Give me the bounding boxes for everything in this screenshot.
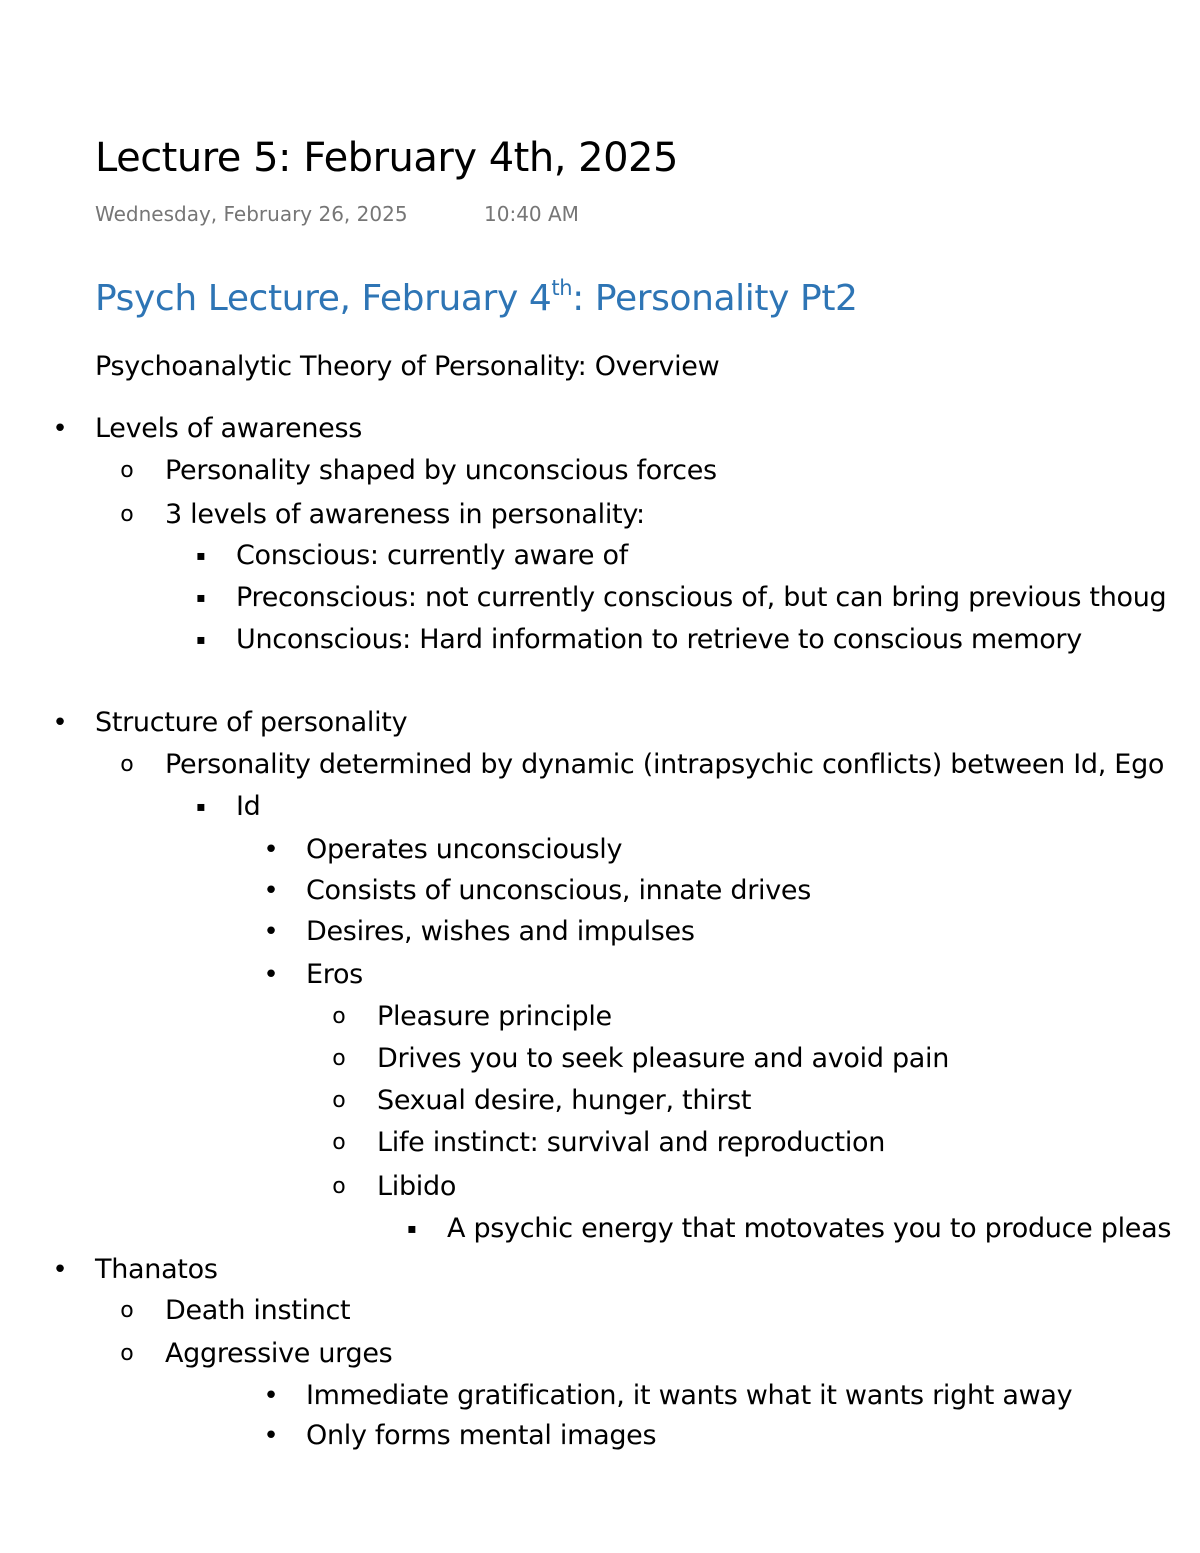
list-item-text: A psychic energy that motovates you to produce pleas [447, 1213, 1172, 1244]
list-item-text: Death instinct [165, 1295, 351, 1326]
bullet-square-icon: ▪ [196, 632, 206, 648]
list-item-text: Eros [306, 959, 363, 990]
list-item-text: Consists of unconscious, innate drives [306, 875, 811, 906]
list-item-text: Only forms mental images [306, 1420, 657, 1451]
bullet-circle-icon: o [120, 458, 134, 483]
bullet-circle-icon: o [120, 1298, 134, 1323]
lecture-heading-text: Psych Lecture, February 4 [95, 278, 552, 319]
list-item-text: Preconscious: not currently conscious of, but can bring previous thoug [236, 582, 1167, 613]
list-item-text: Sexual desire, hunger, thirst [377, 1085, 752, 1116]
bullet-disc-icon: • [263, 876, 279, 906]
list-item-text: Libido [377, 1171, 457, 1202]
bullet-square-icon: ▪ [407, 1221, 417, 1237]
bullet-disc-icon: • [263, 1421, 279, 1451]
bullet-circle-icon: o [332, 1174, 346, 1199]
page-time: 10:40 AM [484, 202, 579, 226]
bullet-circle-icon: o [332, 1088, 346, 1113]
list-item-text: Life instinct: survival and reproduction [377, 1127, 886, 1158]
list-item-text: Conscious: currently aware of [236, 540, 628, 571]
section-subheading: Psychoanalytic Theory of Personality: Overview [95, 351, 720, 382]
lecture-heading-ordinal: th [551, 276, 573, 300]
list-item-text: Levels of awareness [95, 413, 362, 444]
bullet-circle-icon: o [120, 502, 134, 527]
bullet-disc-icon: • [52, 414, 68, 444]
list-item-text: Aggressive urges [165, 1338, 393, 1369]
bullet-circle-icon: o [332, 1004, 346, 1029]
bullet-circle-icon: o [332, 1130, 346, 1155]
bullet-disc-icon: • [263, 835, 279, 865]
bullet-disc-icon: • [52, 708, 68, 738]
list-item-text: Id [236, 791, 261, 822]
list-item-text: Structure of personality [95, 707, 408, 738]
list-item-text: Personality shaped by unconscious forces [165, 455, 717, 486]
list-item-text: Desires, wishes and impulses [306, 916, 695, 947]
list-item-text: Drives you to seek pleasure and avoid pain [377, 1043, 950, 1074]
bullet-disc-icon: • [263, 960, 279, 990]
bullet-circle-icon: o [332, 1046, 346, 1071]
list-item-text: Pleasure principle [377, 1001, 612, 1032]
list-item-text: Thanatos [95, 1254, 218, 1285]
page-title: Lecture 5: February 4th, 2025 [95, 135, 678, 181]
list-item-text: Personality determined by dynamic (intrapsychic conflicts) between Id, Ego [165, 749, 1165, 780]
bullet-disc-icon: • [263, 1381, 279, 1411]
lecture-heading-topic: : Personality Pt2 [572, 278, 858, 319]
bullet-square-icon: ▪ [196, 590, 206, 606]
list-item-text: 3 levels of awareness in personality: [165, 499, 645, 530]
bullet-circle-icon: o [120, 752, 134, 777]
bullet-square-icon: ▪ [196, 548, 206, 564]
bullet-disc-icon: • [52, 1255, 68, 1285]
bullet-square-icon: ▪ [196, 799, 206, 815]
bullet-circle-icon: o [120, 1341, 134, 1366]
list-item-text: Immediate gratification, it wants what it wants right away [306, 1380, 1073, 1411]
list-item-text: Unconscious: Hard information to retrieve to conscious memory [236, 624, 1082, 655]
bullet-disc-icon: • [263, 917, 279, 947]
page-date: Wednesday, February 26, 2025 [95, 202, 408, 226]
list-item-text: Operates unconsciously [306, 834, 623, 865]
